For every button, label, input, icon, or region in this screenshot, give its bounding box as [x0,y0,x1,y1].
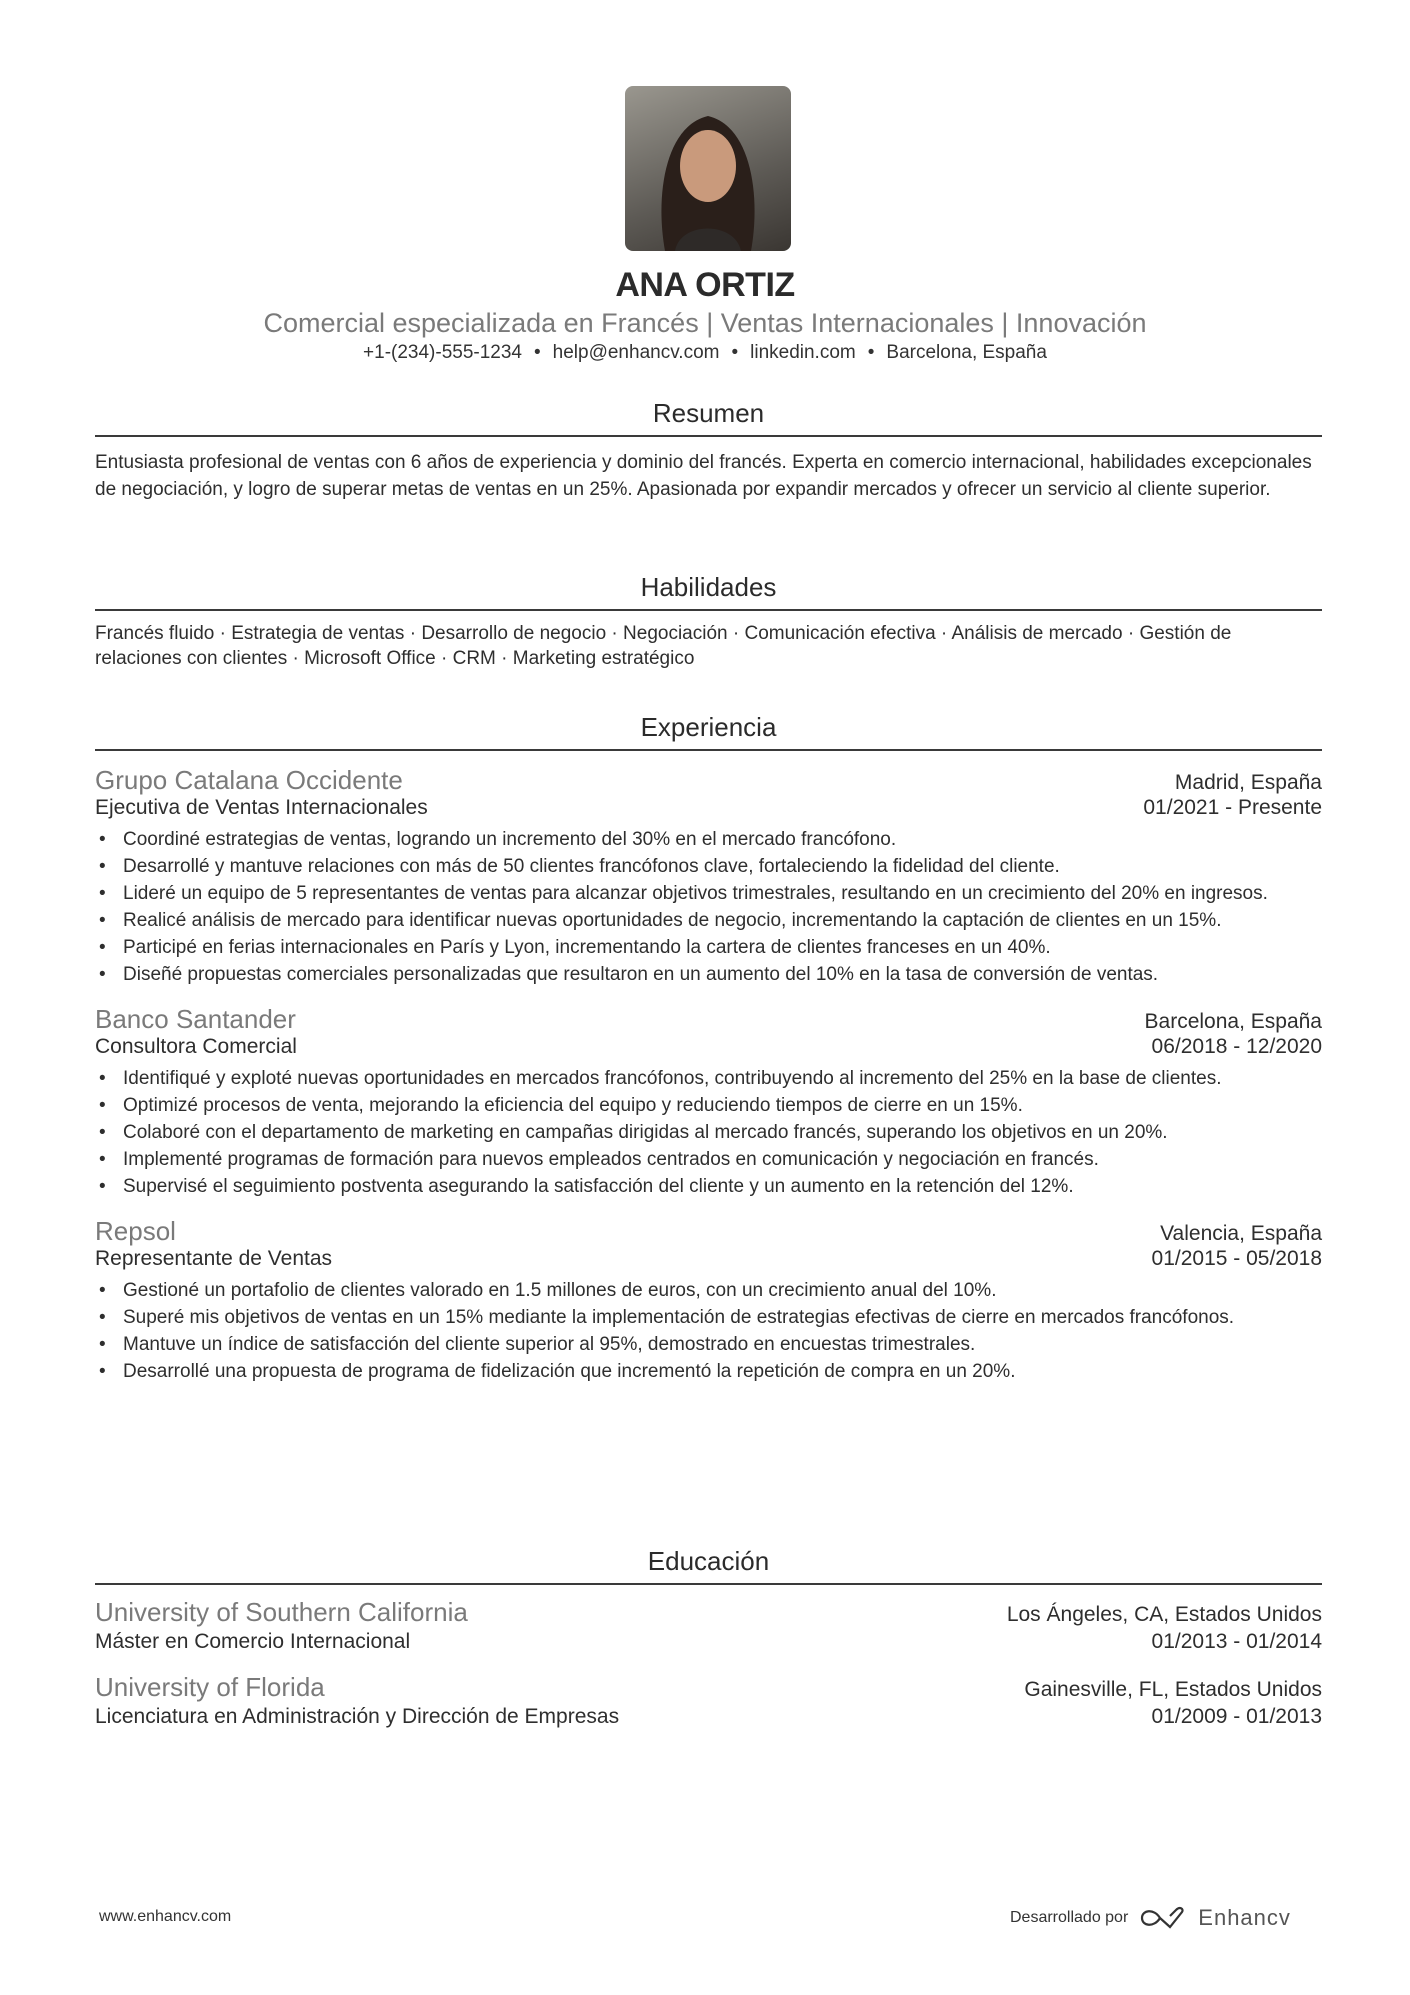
bullet-item: • Supervisé el seguimiento postventa asegurando la satisfacción del cliente y un aumento en la retención del 12%. [95,1173,1322,1200]
job-location: Valencia, España [1160,1222,1322,1245]
bullet-item: • Implementé programas de formación para nuevos empleados centrados en comunicación y negociación en francés. [95,1146,1322,1173]
section-heading: Resumen [95,398,1322,437]
location: Barcelona, España [886,342,1047,363]
bullet-item: • Mantuve un índice de satisfacción del cliente superior al 95%, demostrado en encuestas trimestrales. [95,1331,1322,1358]
skills-text: Francés fluido · Estrategia de ventas · Desarrollo de negocio · Negociación · Comunicación efectiva · Análisis de mercado · Gestión de relaciones con clientes · Microsoft Office · CRM · Marketing estratégico [95,623,1232,669]
job-location: Barcelona, España [1144,1010,1322,1033]
bullet-item: • Desarrollé y mantuve relaciones con más de 50 clientes francófonos clave, fortaleciendo la fidelidad del cliente. [95,853,1322,880]
profile-photo [625,86,791,251]
experience-section [95,712,1322,1385]
bullet-item: • Superé mis objetivos de ventas en un 15% mediante la implementación de estrategias efectivas de cierre en mercados francófonos. [95,1304,1322,1331]
candidate-title: Comercial especializada en Francés | Ventas Internacionales | Innovación [263,308,1147,338]
bullet-item: • Participé en ferias internacionales en París y Lyon, incrementando la cartera de clientes franceses en un 40%. [95,934,1322,961]
email[interactable]: help@enhancv.com [552,342,720,363]
education-dates: 01/2013 - 01/2014 [1151,1630,1322,1653]
contact-info: +1-(234)-555-1234 • help@enhancv.com • linkedin.com • Barcelona, España [363,342,1047,363]
school-name: University of Southern California [95,1597,468,1627]
brand-name: Enhancv [1198,1905,1291,1930]
education-entry [95,1597,1322,1654]
summary-section [95,398,1322,503]
job-role: Consultora Comercial [95,1035,297,1058]
bullet-item: • Gestioné un portafolio de clientes valorado en 1.5 millones de euros, con un crecimiento anual del 10%. [95,1277,1322,1304]
footer-branding [1010,1905,1291,1931]
bullet-item: • Colaboré con el departamento de marketing en campañas dirigidas al mercado francés, superando los objetivos en un 20%. [95,1119,1322,1146]
bullet-item: • Coordiné estrategias de ventas, logrando un incremento del 30% en el mercado francófono. [95,826,1322,853]
job-dates: 06/2018 - 12/2020 [1151,1035,1322,1058]
bullet-item: • Lideré un equipo de 5 representantes de ventas para alcanzar objetivos trimestrales, resultando en un crecimiento del 20% en ingresos. [95,880,1322,907]
section-heading: Experiencia [95,712,1322,751]
education-dates: 01/2009 - 01/2013 [1151,1705,1322,1728]
summary-text: Entusiasta profesional de ventas con 6 años de experiencia y dominio del francés. Experta en comercio internacional, habilidades excepcionales de negociación, y logro de superar metas de ventas en un 25%. Apasionada por expandir mercados y ofrecer un servicio al cliente superior. [95,452,1312,500]
section-heading: Habilidades [95,572,1322,611]
linkedin[interactable]: linkedin.com [750,342,856,363]
bullet-item: • Realicé análisis de mercado para identificar nuevas oportunidades de negocio, incrementando la captación de clientes en un 15%. [95,907,1322,934]
education-entry [95,1672,1322,1729]
phone: +1-(234)-555-1234 [363,342,522,363]
company-name: Banco Santander [95,1004,296,1034]
company-name: Grupo Catalana Occidente [95,765,403,795]
job-dates: 01/2015 - 05/2018 [1151,1247,1322,1270]
job-entry [95,1004,1322,1200]
bullet-item: • Desarrollé una propuesta de programa de fidelización que incrementó la repetición de compra en un 20%. [95,1358,1322,1385]
job-dates: 01/2021 - Presente [1143,796,1322,819]
powered-by: Desarrollado por [1010,1909,1129,1926]
candidate-name: ANA ORTIZ [615,266,795,304]
bullet-item: • Diseñé propuestas comerciales personalizadas que resultaron en un aumento del 10% en la tasa de conversión de ventas. [95,961,1322,988]
bullet-item: • Identifiqué y exploté nuevas oportunidades en mercados francófonos, contribuyendo al incremento del 25% en la base de clientes. [95,1065,1322,1092]
school-name: University of Florida [95,1672,325,1702]
degree: Licenciatura en Administración y Dirección de Empresas [95,1705,620,1728]
job-location: Madrid, España [1174,771,1322,794]
enhancv-logo-icon [1140,1906,1186,1930]
school-location: Gainesville, FL, Estados Unidos [1024,1678,1322,1701]
job-role: Representante de Ventas [95,1247,333,1270]
job-bullets [95,826,1322,988]
job-role: Ejecutiva de Ventas Internacionales [95,796,428,819]
job-bullets [95,1065,1322,1200]
company-name: Repsol [95,1216,176,1246]
school-location: Los Ángeles, CA, Estados Unidos [1006,1603,1322,1626]
education-section [95,1546,1322,1729]
footer-website[interactable]: www.enhancv.com [99,1908,232,1925]
job-entry [95,765,1322,988]
job-entry [95,1216,1322,1385]
section-heading: Educación [95,1546,1322,1585]
degree: Máster en Comercio Internacional [95,1630,411,1653]
skills-section [95,572,1322,671]
bullet-item: • Optimizé procesos de venta, mejorando la eficiencia del equipo y reduciendo tiempos de cierre en un 15%. [95,1092,1322,1119]
job-bullets [95,1277,1322,1385]
